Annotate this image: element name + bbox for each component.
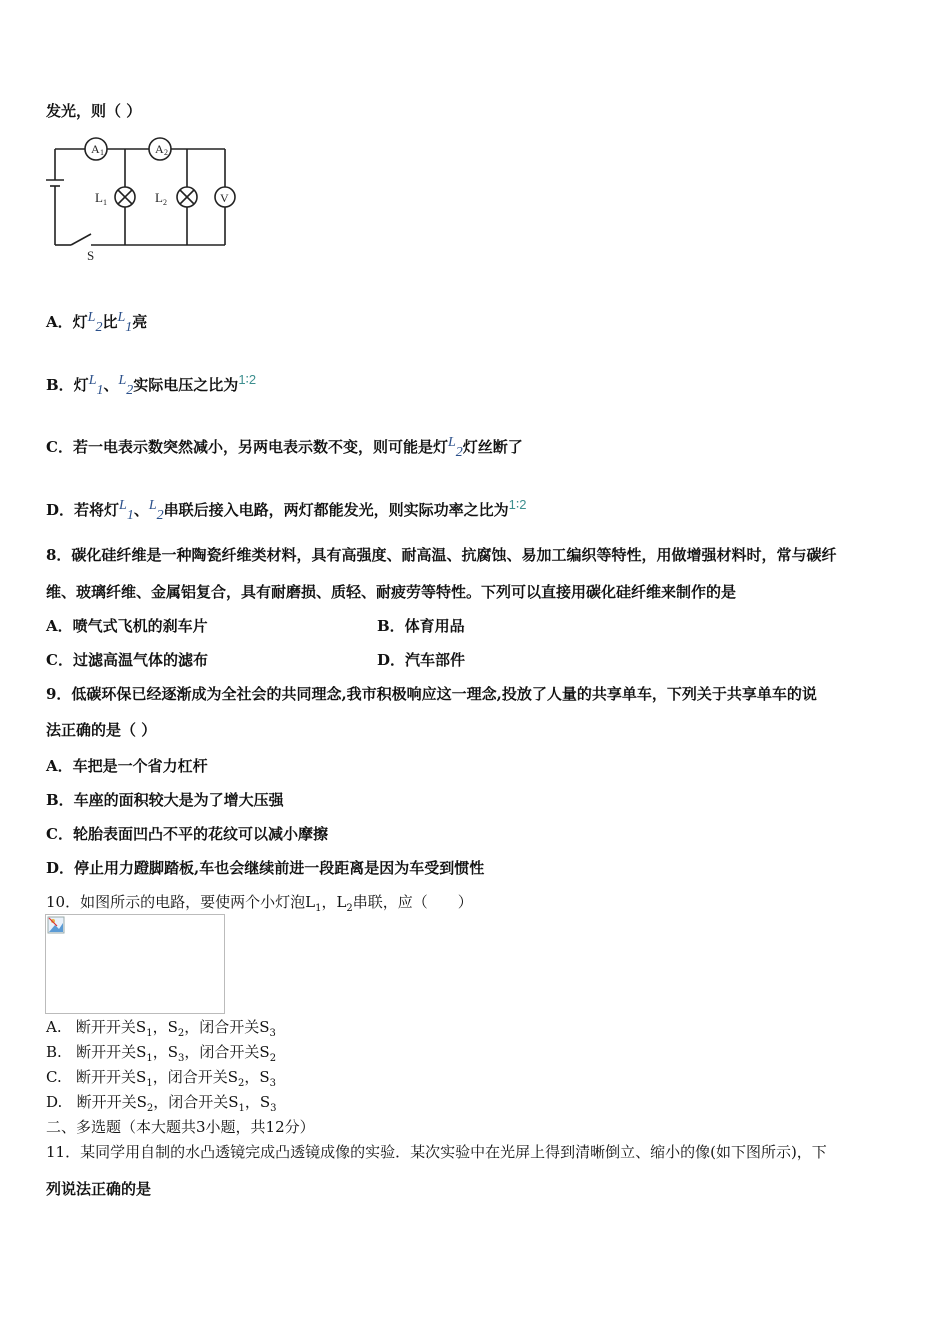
q8-stem-line1: 8．碳化硅纤维是一种陶瓷纤维类材料，具有高强度、耐高温、抗腐蚀、易加工编织等特性，用做增强材料时，常与碳纤 [46,546,837,564]
lamp-symbol: L [118,373,127,388]
lamp-subscript: 2 [95,320,103,335]
lamp-subscript: 1 [96,383,104,398]
q10-option-part: ，S [152,1018,178,1036]
broken-image-icon [47,916,65,934]
q8-stem-line2: 维、玻璃纤维、金属铝复合，具有耐磨损、质轻、耐疲劳等特性。下列可以直接用碳化硅纤维来制作的是 [46,583,737,601]
q7-option-c-suffix: 灯丝断了 [462,438,523,456]
q10-stem-sub: 1 [315,903,322,914]
section-heading-multiple-choice: 二、多选题（本大题共3小题，共12分） [46,1118,315,1136]
q10-option-part: 断开开关S [76,1068,147,1086]
lamp-l1-label: L [95,190,103,205]
lamp-symbol: L [87,310,96,325]
ammeter-a1-label: A [91,142,100,156]
q10-option-part: 断开开关S [75,1018,147,1036]
switch-label: S [87,248,95,263]
q7-option-c [46,433,523,463]
lamp-l1-sub: 1 [103,198,107,207]
q7-option-a-prefix: A．灯 [46,313,88,331]
q7-option-b-sep: 、 [103,376,119,394]
q7-option-b-ratio: 1∶2 [238,372,257,387]
q9-option-a: A．车把是一个省力杠杆 [46,757,208,775]
q9-option-c: C．轮胎表面凹凸不平的花纹可以减小摩擦 [46,825,328,843]
q7-option-d-ratio: 1∶2 [508,497,527,512]
lamp-symbol: L [447,435,456,450]
q11-stem-line1: 11．某同学用自制的水凸透镜完成凸透镜成像的实验．某次实验中在光屏上得到清晰倒立、缩小的像(如下图所示)，下 [46,1143,827,1161]
q10-stem-part: 串联，应（ ） [352,893,473,911]
lamp-l2-label: L [155,190,163,205]
q7-option-a [46,308,147,338]
q9-option-d: D．停止用力蹬脚踏板,车也会继续前进一段距离是因为车受到惯性 [46,859,485,877]
q8-option-c: C．过滤高温气体的滤布 [46,651,208,669]
q10-option-sub: 1 [146,1028,153,1039]
q11-stem-line2: 列说法正确的是 [46,1180,152,1198]
q10-option-part: ，闭合开关S [184,1018,270,1036]
q7-option-d [46,495,526,526]
q8-option-b: B．体育用品 [377,617,465,635]
q10-option-sub: 1 [146,1078,153,1089]
q10-option-part: 断开开关S [76,1093,147,1111]
q10-option-sub: 3 [270,1103,277,1114]
q10-option-part: ，S [152,1043,179,1061]
q10-option-part: ，S [244,1093,271,1111]
q7-option-b-suffix: 实际电压之比为 [133,376,239,394]
q10-stem-part: 10．如图所示的电路，要使两个小灯泡L [46,893,316,911]
q10-option-sub: 2 [269,1053,277,1064]
ammeter-a2-label: A [155,142,164,156]
q10-option-sub: 2 [237,1078,245,1089]
q10-option-sub: 2 [177,1028,185,1039]
q7-option-b [46,370,256,401]
q10-option-b [46,1042,276,1069]
q7-stem-tail: 发光，则（ ） [46,102,142,120]
q8-option-a: A．喷气式飞机的刹车片 [46,617,208,635]
q9-option-b: B．车座的面积较大是为了增大压强 [46,791,284,809]
q10-option-part: ，闭合开关S [184,1043,270,1061]
circuit-diagram-q7 [45,133,245,268]
lamp-subscript: 2 [455,445,463,460]
q10-option-label: D. [46,1093,63,1111]
lamp-subscript: 1 [125,320,133,335]
q10-option-a [46,1017,276,1044]
q10-option-part: ，闭合开关S [152,1068,238,1086]
q10-option-part: 断开开关S [76,1043,147,1061]
lamp-symbol: L [88,373,97,388]
q10-option-label: B. [46,1043,62,1061]
q7-option-a-mid: 比 [102,313,118,331]
q8-option-d: D．汽车部件 [377,651,466,669]
q10-option-sub: 3 [269,1078,276,1089]
q10-option-label: C. [46,1068,62,1086]
q10-option-label: A. [46,1018,62,1036]
lamp-symbol: L [117,310,126,325]
ammeter-a1-sub: 1 [100,148,104,157]
lamp-symbol: L [148,498,157,513]
ammeter-a2-sub: 2 [164,148,168,157]
q10-option-sub: 3 [269,1028,276,1039]
q10-stem-sub: 2 [346,903,353,914]
lamp-l2-sub: 2 [163,198,167,207]
q10-option-part: ，S [244,1068,270,1086]
q10-stem-part: ，L [321,893,347,911]
q10-option-sub: 1 [146,1053,153,1064]
q10-option-c [46,1067,276,1094]
q10-option-sub: 1 [238,1103,245,1114]
lamp-subscript: 2 [156,508,164,523]
q10-option-sub: 3 [178,1053,185,1064]
broken-image-placeholder [45,914,225,1014]
q7-option-d-sep: 、 [133,501,149,519]
q10-option-part: ，闭合开关S [153,1093,239,1111]
q10-option-d [46,1092,277,1119]
q9-stem-line2: 法正确的是（ ） [46,721,157,739]
lamp-symbol: L [119,498,127,513]
q7-option-b-prefix: B．灯 [46,376,89,394]
q9-stem-line1: 9．低碳环保已经逐渐成为全社会的共同理念,我市积极响应这一理念,投放了人量的共享单车，下列关于共享单车的说 [46,685,817,703]
lamp-subscript: 2 [126,383,134,398]
q7-option-a-suffix: 亮 [132,313,148,331]
q7-option-c-prefix: C．若一电表示数突然减小，另两电表示数不变，则可能是灯 [46,438,448,456]
q7-option-d-prefix: D．若将灯 [46,501,120,519]
voltmeter-label: V [220,191,229,205]
q7-option-d-suffix: 串联后接入电路，两灯都能发光，则实际功率之比为 [163,501,509,519]
q10-option-sub: 2 [146,1103,154,1114]
lamp-subscript: 1 [126,508,134,523]
